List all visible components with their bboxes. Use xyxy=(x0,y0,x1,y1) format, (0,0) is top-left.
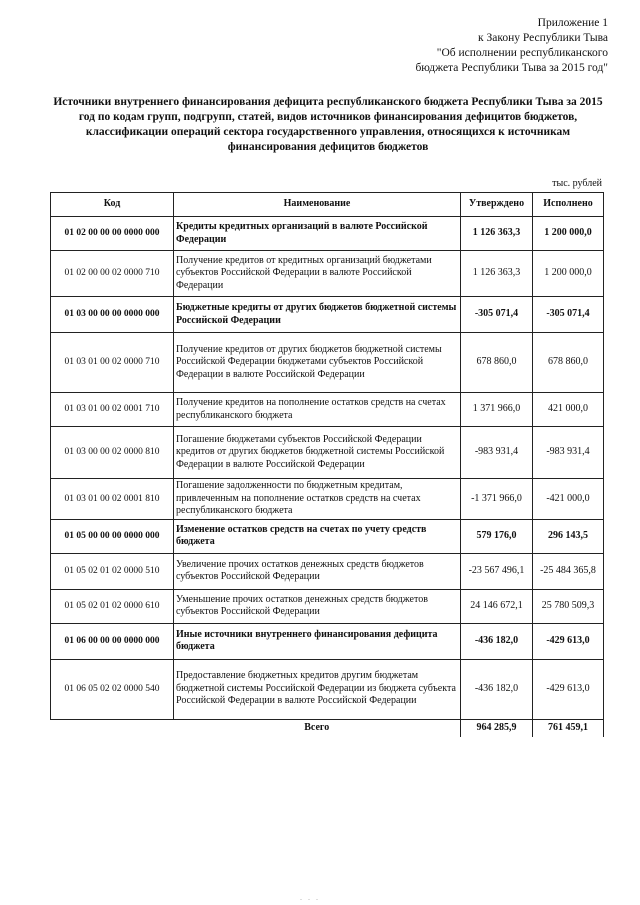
row-code: 01 05 02 01 02 0000 510 xyxy=(51,553,174,589)
units-label: тыс. рублей xyxy=(552,178,602,189)
row-approved: 579 176,0 xyxy=(461,519,533,553)
row-name: Иные источники внутреннего финансирования дефицита бюджета xyxy=(174,623,461,659)
table-row xyxy=(51,479,604,520)
row-code: 01 02 00 00 00 0000 000 xyxy=(51,217,174,251)
row-name: Получение кредитов от кредитных организаций бюджетами субъектов Российской Федерации в валюте Российской Федерации xyxy=(174,251,461,297)
appendix-line-3: "Об исполнении республиканского xyxy=(436,47,608,59)
row-name: Получение кредитов на пополнение остатков средств на счетах республиканского бюджета xyxy=(174,393,461,427)
table-row xyxy=(51,623,604,659)
row-code: 01 06 00 00 00 0000 000 xyxy=(51,623,174,659)
row-executed: -429 613,0 xyxy=(533,659,604,719)
row-code: 01 05 02 01 02 0000 610 xyxy=(51,589,174,623)
row-code: 01 03 01 00 02 0000 710 xyxy=(51,333,174,393)
row-name: Уменьшение прочих остатков денежных средств бюджетов субъектов Российской Федерации xyxy=(174,589,461,623)
row-code: 01 03 00 00 00 0000 000 xyxy=(51,297,174,333)
row-name: Изменение остатков средств на счетах по учету средств бюджета xyxy=(174,519,461,553)
row-executed: 25 780 509,3 xyxy=(533,589,604,623)
row-executed: -25 484 365,8 xyxy=(533,553,604,589)
financing-sources-table xyxy=(50,192,604,737)
row-executed: -983 931,4 xyxy=(533,427,604,479)
row-approved: -436 182,0 xyxy=(461,623,533,659)
row-approved: -436 182,0 xyxy=(461,659,533,719)
header-code: Код xyxy=(51,193,174,217)
row-code: 01 03 01 00 02 0001 710 xyxy=(51,393,174,427)
row-approved: 1 126 363,3 xyxy=(461,217,533,251)
table-row xyxy=(51,589,604,623)
row-executed: 1 200 000,0 xyxy=(533,217,604,251)
appendix-line-4: бюджета Республики Тыва за 2015 год" xyxy=(415,62,608,74)
row-executed: 1 200 000,0 xyxy=(533,251,604,297)
row-executed: -305 071,4 xyxy=(533,297,604,333)
table-body xyxy=(51,217,604,738)
appendix-line-1: Приложение 1 xyxy=(537,17,608,29)
row-code: 01 05 00 00 00 0000 000 xyxy=(51,519,174,553)
row-code: 01 06 05 02 02 0000 540 xyxy=(51,659,174,719)
header-name: Наименование xyxy=(174,193,461,217)
row-executed: -421 000,0 xyxy=(533,479,604,520)
total-empty-cell xyxy=(51,719,174,737)
table-row xyxy=(51,427,604,479)
row-approved: -23 567 496,1 xyxy=(461,553,533,589)
total-row xyxy=(51,719,604,737)
table-row xyxy=(51,659,604,719)
table-header-row xyxy=(51,193,604,217)
row-executed: 296 143,5 xyxy=(533,519,604,553)
table-row xyxy=(51,297,604,333)
appendix-header xyxy=(308,16,608,76)
row-name: Кредиты кредитных организаций в валюте Российской Федерации xyxy=(174,217,461,251)
row-approved: -305 071,4 xyxy=(461,297,533,333)
row-approved: -983 931,4 xyxy=(461,427,533,479)
header-approved: Утверждено xyxy=(461,193,533,217)
row-approved: 1 371 966,0 xyxy=(461,393,533,427)
table-row xyxy=(51,519,604,553)
row-approved: 678 860,0 xyxy=(461,333,533,393)
row-code: 01 02 00 00 02 0000 710 xyxy=(51,251,174,297)
table-row xyxy=(51,251,604,297)
row-approved: -1 371 966,0 xyxy=(461,479,533,520)
header-executed: Исполнено xyxy=(533,193,604,217)
scan-artifact: . . . xyxy=(300,893,320,902)
row-approved: 1 126 363,3 xyxy=(461,251,533,297)
table-row xyxy=(51,393,604,427)
row-name: Бюджетные кредиты от других бюджетов бюджетной системы Российской Федерации xyxy=(174,297,461,333)
table-row xyxy=(51,333,604,393)
total-approved: 964 285,9 xyxy=(461,719,533,737)
row-name: Погашение задолженности по бюджетным кредитам, привлеченным на пополнение остатков средств на счетах республиканского бюджета xyxy=(174,479,461,520)
row-executed: 421 000,0 xyxy=(533,393,604,427)
row-approved: 24 146 672,1 xyxy=(461,589,533,623)
total-label: Всего xyxy=(174,719,461,737)
row-code: 01 03 00 00 02 0000 810 xyxy=(51,427,174,479)
row-name: Погашение бюджетами субъектов Российской Федерации кредитов от других бюджетов бюджетной системы Российской Федерации в валюте Российской Федерации xyxy=(174,427,461,479)
table-row xyxy=(51,553,604,589)
row-name: Получение кредитов от других бюджетов бюджетной системы Российской Федерации бюджетами субъектов Российской Федерации в валюте Российской Федерации xyxy=(174,333,461,393)
row-name: Увеличение прочих остатков денежных средств бюджетов субъектов Российской Федерации xyxy=(174,553,461,589)
row-executed: 678 860,0 xyxy=(533,333,604,393)
total-executed: 761 459,1 xyxy=(533,719,604,737)
table-row xyxy=(51,217,604,251)
row-name: Предоставление бюджетных кредитов другим бюджетам бюджетной системы Российской Федерации из бюджета субъекта Российской Федерации в валюте Российской Федерации xyxy=(174,659,461,719)
document-title: Источники внутреннего финансирования дефицита республиканского бюджета Республики Тыва за 2015 год по кодам групп, подгрупп, статей, видов источников финансирования дефицитов бюджетов, классификации операций сектора государственного управления, относящихся к источникам финансирования дефицитов бюджетов xyxy=(53,96,603,153)
appendix-line-2: к Закону Республики Тыва xyxy=(478,32,608,44)
row-code: 01 03 01 00 02 0001 810 xyxy=(51,479,174,520)
row-executed: -429 613,0 xyxy=(533,623,604,659)
